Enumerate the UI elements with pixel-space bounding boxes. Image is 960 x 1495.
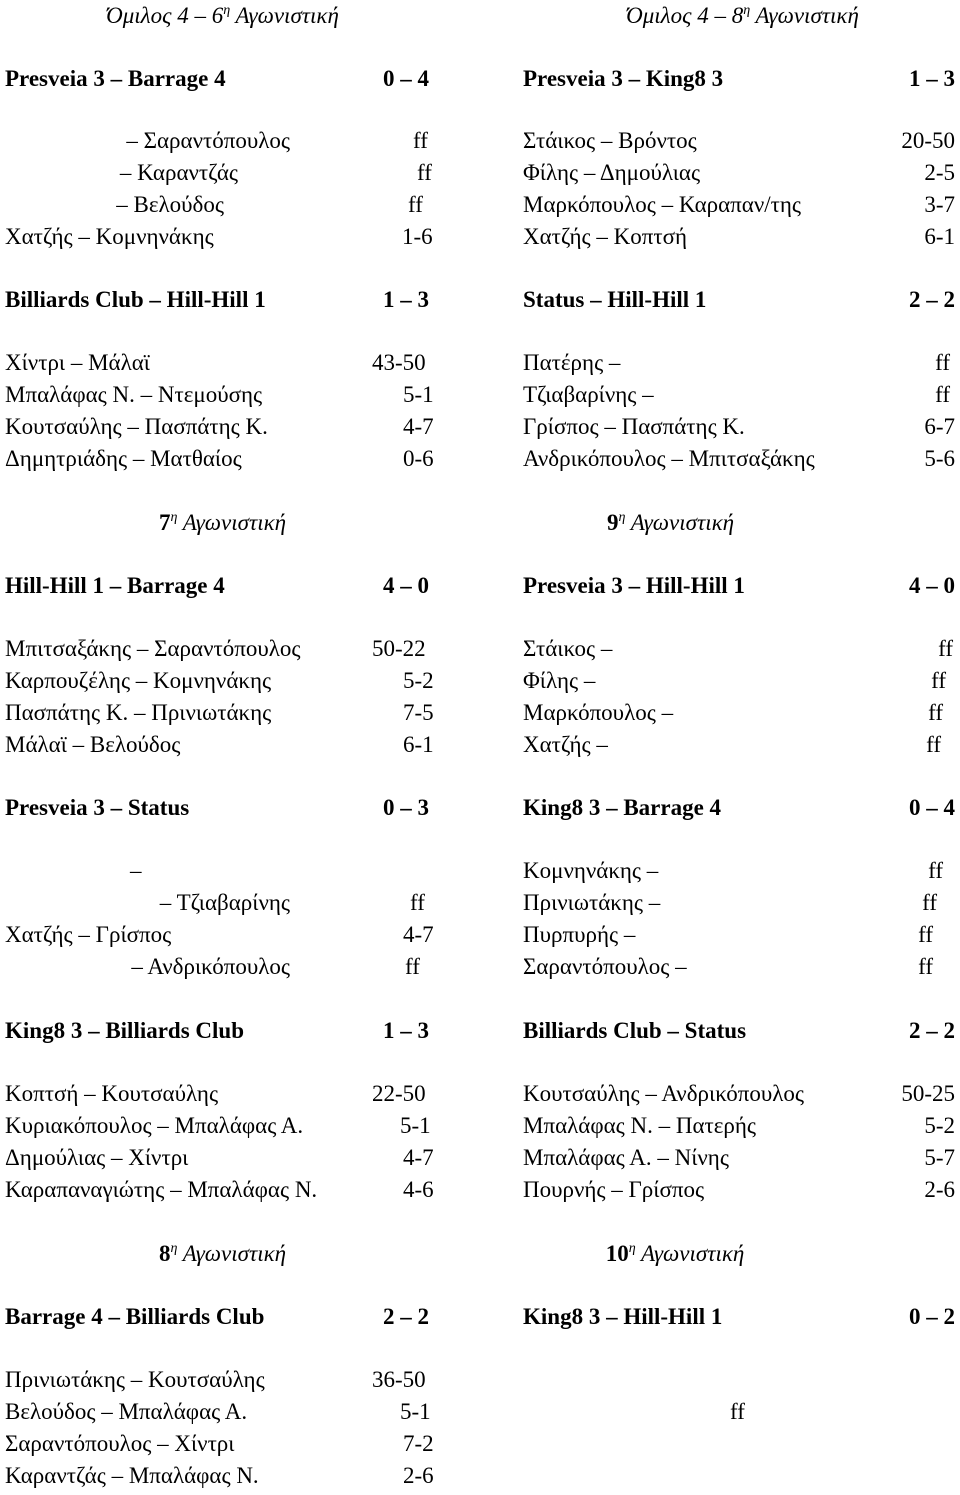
game-score: 6-1 [924, 224, 955, 249]
game-score: 1-6 [402, 224, 433, 249]
match-title: Status – Hill-Hill 1 [523, 287, 707, 312]
game-players: Κομνηνάκης – [523, 858, 659, 883]
game-players: Ανδρικόπουλος – Μπιτσαξάκης [523, 446, 815, 471]
match-score: 0 – 4 [383, 66, 429, 91]
game-players: Μαρκόπουλος – Καραπαν/της [523, 192, 801, 217]
game-players: Στάικος – [523, 636, 613, 661]
game-players: Πατέρης – [523, 350, 621, 375]
game-score: ff [918, 922, 933, 947]
game-score: 50-22 [372, 636, 426, 661]
match-score: 0 – 4 [909, 795, 955, 820]
game-players: – [130, 858, 142, 883]
game-score: 43-50 [372, 350, 426, 375]
game-score: 6-7 [924, 414, 955, 439]
match-score: 1 – 3 [383, 1018, 429, 1043]
match-score: 2 – 2 [909, 1018, 955, 1043]
game-players: Καραπαναγιώτης – Μπαλάφας Ν. [5, 1177, 318, 1202]
match-score: 2 – 2 [383, 1304, 429, 1329]
game-players: Κοπτσή – Κουτσαύλης [5, 1081, 219, 1106]
game-score: ff [405, 954, 420, 979]
match-title: King8 3 – Barrage 4 [523, 795, 722, 820]
match-title: Barrage 4 – Billiards Club [5, 1304, 265, 1329]
match-title: King8 3 – Billiards Club [5, 1018, 245, 1043]
game-score: 7-5 [403, 700, 434, 725]
match-score: 2 – 2 [909, 287, 955, 312]
game-score: 5-6 [924, 446, 955, 471]
game-players: Μαρκόπουλος – [523, 700, 674, 725]
game-score: 36-50 [372, 1367, 426, 1392]
game-score: 5-2 [924, 1113, 955, 1138]
game-players: Μπαλάφας Α. – Νίνης [523, 1145, 729, 1170]
game-players: Μπαλάφας Ν. – Πατερής [523, 1113, 757, 1138]
game-score: ff [931, 668, 946, 693]
match-score: 1 – 3 [383, 287, 429, 312]
game-players: Χατζής – Κομνηνάκης [5, 224, 214, 249]
game-score: ff [926, 732, 941, 757]
game-players: Πασπάτης Κ. – Πρινιωτάκης [5, 700, 272, 725]
game-players: Πρινιωτάκης – [523, 890, 661, 915]
match-score: 0 – 3 [383, 795, 429, 820]
game-players: Τζιαβαρίνης – [523, 382, 654, 407]
game-players: Γρίσπος – Πασπάτης Κ. [523, 414, 745, 439]
round-heading-right-9: $9^\eta$ Αγωνιστική [606, 510, 735, 535]
match-score: 1 – 3 [909, 66, 955, 91]
round-heading-right-8: Όμιλος $4 - 8^\eta$ Αγωνιστική [626, 3, 859, 28]
game-players: Πουρνής – Γρίσπος [523, 1177, 705, 1202]
game-score: 2-6 [403, 1463, 434, 1488]
game-score: 6-1 [403, 732, 434, 757]
match-title: Presveia 3 – Status [5, 795, 190, 820]
game-players: Πρινιωτάκης – Κουτσαύλης [5, 1367, 265, 1392]
game-score: ff [935, 382, 950, 407]
round-heading-left-8: $8^\eta$ Αγωνιστική [158, 1241, 287, 1266]
match-title: Presveia 3 – Hill-Hill 1 [523, 573, 745, 598]
game-score: 4-7 [403, 414, 434, 439]
game-players: Μάλαϊ – Βελούδος [5, 732, 181, 757]
game-score: ff [928, 858, 943, 883]
game-players: Χατζής – [523, 732, 608, 757]
match-score: 4 – 0 [909, 573, 955, 598]
game-score: ff [417, 160, 432, 185]
game-score: 50-25 [901, 1081, 955, 1106]
match-title: Hill-Hill 1 – Barrage 4 [5, 573, 225, 598]
game-players: Καρπουζέλης – Κομνηνάκης [5, 668, 272, 693]
game-players: – Σαραντόπουλος [126, 128, 290, 153]
game-players: Κουτσαύλης – Ανδρικόπουλος [523, 1081, 805, 1106]
game-players: Χίντρι – Μάλαϊ [5, 350, 150, 375]
game-score: 22-50 [372, 1081, 426, 1106]
game-players: Κουτσαύλης – Πασπάτης Κ. [5, 414, 268, 439]
game-players: Βελούδος – Μπαλάφας Α. [5, 1399, 248, 1424]
match-title: Presveia 3 – King8 3 [523, 66, 724, 91]
game-score: 2-5 [924, 160, 955, 185]
match-title: Billiards Club – Status [523, 1018, 747, 1043]
match-title: Presveia 3 – Barrage 4 [5, 66, 226, 91]
game-score: ff [410, 890, 425, 915]
match-title: King8 3 – Hill-Hill 1 [523, 1304, 723, 1329]
game-score: 4-7 [403, 1145, 434, 1170]
game-players: – Ανδρικόπουλος [131, 954, 290, 979]
game-score: 4-6 [403, 1177, 434, 1202]
game-score: ff [413, 128, 428, 153]
game-score: 4-7 [403, 922, 434, 947]
game-players: Χατζής – Γρίσπος [5, 922, 172, 947]
game-players: Μπαλάφας Ν. – Ντεμούσης [5, 382, 263, 407]
game-score: 5-1 [400, 1399, 431, 1424]
game-players: Δημητριάδης – Ματθαίος [5, 446, 242, 471]
game-players: Σαραντόπουλος – [523, 954, 687, 979]
match-score: 4 – 0 [383, 573, 429, 598]
match-note: ff [730, 1399, 745, 1424]
game-score: 5-7 [924, 1145, 955, 1170]
game-score: 20-50 [901, 128, 955, 153]
game-score: 3-7 [924, 192, 955, 217]
game-score: 5-1 [400, 1113, 431, 1138]
game-players: Σαραντόπουλος – Χίντρι [5, 1431, 235, 1456]
match-score: 0 – 2 [909, 1304, 955, 1329]
game-score: 7-2 [403, 1431, 434, 1456]
game-score: 5-1 [403, 382, 434, 407]
game-score: ff [918, 954, 933, 979]
game-score: 5-2 [403, 668, 434, 693]
game-players: Στάικος – Βρόντος [523, 128, 697, 153]
game-players: Φίλης – [523, 668, 596, 693]
game-players: Πυρπυρής – [523, 922, 636, 947]
round-heading-right-10: $10^\eta$ Αγωνιστική [605, 1241, 745, 1266]
match-title: Billiards Club – Hill-Hill 1 [5, 287, 266, 312]
game-score: ff [922, 890, 937, 915]
round-heading-left-7: $7^\eta$ Αγωνιστική [158, 510, 287, 535]
round-heading-left-6: Όμιλος $4 - 6^\eta$ Αγωνιστική [106, 3, 339, 28]
game-players: Δημούλιας – Χίντρι [5, 1145, 189, 1170]
game-players: – Τζιαβαρίνης [159, 890, 290, 915]
game-players: Φίλης – Δημούλιας [523, 160, 701, 185]
game-score: 2-6 [924, 1177, 955, 1202]
game-players: – Καραντζάς [119, 160, 238, 185]
game-score: ff [928, 700, 943, 725]
game-players: Κυριακόπουλος – Μπαλάφας Α. [5, 1113, 304, 1138]
game-score: ff [938, 636, 953, 661]
game-players: Χατζής – Κοπτσή [523, 224, 688, 249]
game-score: 0-6 [403, 446, 434, 471]
game-players: Καραντζάς – Μπαλάφας Ν. [5, 1463, 259, 1488]
game-score: ff [935, 350, 950, 375]
game-players: – Βελούδος [116, 192, 224, 217]
game-players: Μπιτσαξάκης – Σαραντόπουλος [5, 636, 301, 661]
game-score: ff [408, 192, 423, 217]
